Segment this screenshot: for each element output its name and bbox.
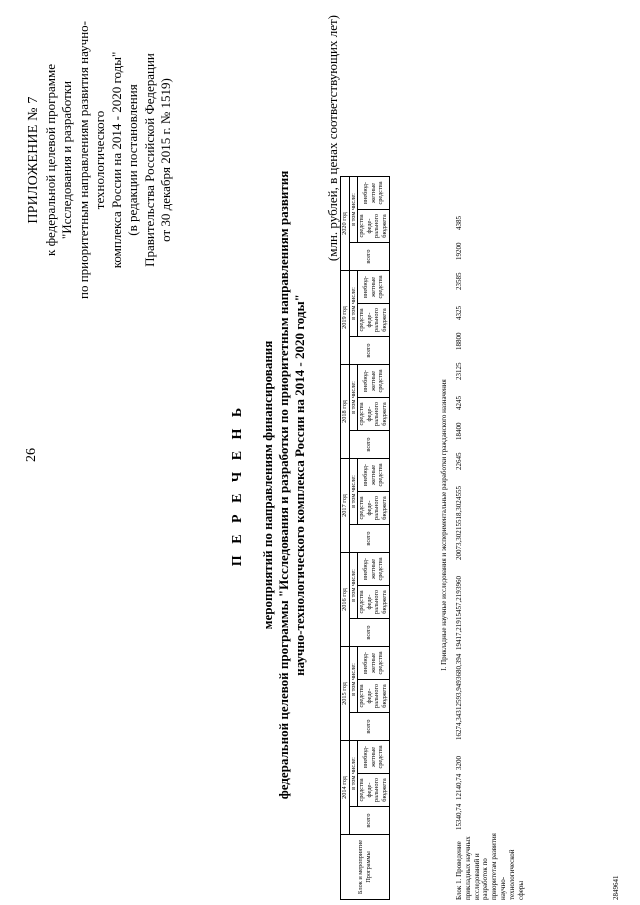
including-header: в том числе:: [349, 741, 358, 807]
value-cell: 20073,302: [455, 530, 463, 560]
appendix-line: (в редакции постановления: [125, 84, 140, 236]
page-number: 26: [24, 448, 39, 462]
total-header: всего: [349, 337, 389, 365]
total-header: всего: [349, 619, 389, 647]
value-cell: 18800: [455, 332, 463, 350]
value-cell: 23585: [455, 272, 463, 290]
federal-budget-header: средства феде-рального бюджета: [358, 304, 389, 337]
federal-budget-header: средства феде-рального бюджета: [358, 774, 389, 807]
block-column-header: Блок и мероприятие Программы: [341, 835, 390, 900]
extrabudget-header: внебюд-жетные средства: [358, 365, 389, 398]
extrabudget-header: внебюд-жетные средства: [358, 271, 389, 304]
appendix-line: технологического: [92, 110, 107, 210]
appendix-line: "Исследования и разработки: [59, 80, 74, 240]
value-cell: 4385: [455, 216, 463, 230]
year-header: 2017 год: [341, 459, 350, 553]
document-heading: [230, 115, 308, 855]
heading-line: научно-технологического комплекса России на 2014 - 2020 годы": [292, 294, 307, 676]
section-title: I. Прикладные научные исследования и экспериментальные разработки гражданского назначения: [440, 379, 448, 671]
value-cell: 15457,219: [455, 590, 463, 620]
value-cell: 3680,394: [455, 653, 463, 680]
heading-line: федеральной целевой программы "Исследования и разработки по приоритетным направлениям развития: [276, 170, 291, 800]
value-cell: 15518,302: [455, 500, 463, 530]
extrabudget-header: внебюд-жетные средства: [358, 553, 389, 586]
heading-title: П Е Р Е Ч Е Н Ь: [230, 403, 245, 567]
appendix-block: [26, 0, 175, 320]
federal-budget-header: средства феде-рального бюджета: [358, 680, 389, 713]
total-header: всего: [349, 431, 389, 459]
appendix-title: ПРИЛОЖЕНИЕ № 7: [26, 96, 41, 224]
value-cell: 23125: [455, 362, 463, 380]
total-header: всего: [349, 243, 389, 271]
appendix-line: комплекса России на 2014 - 2020 годы": [108, 51, 124, 269]
value-cell: 3200: [455, 756, 463, 770]
value-cell: 4245: [455, 396, 463, 410]
value-cell: 16274,343: [455, 710, 463, 740]
header-row-years: [341, 177, 350, 900]
financing-table: [340, 176, 390, 900]
table-header: [341, 177, 390, 900]
value-cell: 12593,949: [455, 680, 463, 710]
including-header: в том числе:: [349, 177, 358, 243]
year-header: 2016 год: [341, 553, 350, 647]
value-cell: 18400: [455, 422, 463, 440]
value-cell: 19200: [455, 242, 463, 260]
year-header: 2014 год: [341, 741, 350, 835]
extrabudget-header: внебюд-жетные средства: [358, 647, 389, 680]
value-cell: 15340,74: [455, 803, 463, 830]
header-row-including: [349, 177, 358, 900]
value-cell: 3960: [455, 576, 463, 590]
value-cell: 22645: [455, 452, 463, 470]
document-code: 2849641: [612, 875, 620, 900]
total-header: всего: [349, 525, 389, 553]
federal-budget-header: средства феде-рального бюджета: [358, 210, 389, 243]
including-header: в том числе:: [349, 459, 358, 525]
extrabudget-header: внебюд-жетные средства: [358, 741, 389, 774]
value-cell: 4555: [455, 486, 463, 500]
year-header: 2020 год: [341, 177, 350, 271]
including-header: в том числе:: [349, 553, 358, 619]
appendix-line: Правительства Российской Федерации: [141, 53, 157, 267]
extrabudget-header: внебюд-жетные средства: [358, 459, 389, 492]
federal-budget-header: средства феде-рального бюджета: [358, 398, 389, 431]
total-header: всего: [349, 807, 389, 835]
appendix-line: по приоритетным направлениям развития научно-: [75, 21, 91, 300]
value-cell: 4325: [455, 306, 463, 320]
including-header: в том числе:: [349, 271, 358, 337]
heading-line: мероприятий по направлениям финансирования: [260, 340, 275, 630]
including-header: в том числе:: [349, 647, 358, 713]
appendix-line: от 30 декабря 2015 г. № 1519): [158, 78, 173, 242]
value-cell: 12140,74: [455, 773, 463, 800]
total-header: всего: [349, 713, 389, 741]
year-header: 2015 год: [341, 647, 350, 741]
federal-budget-header: средства феде-рального бюджета: [358, 586, 389, 619]
federal-budget-header: средства феде-рального бюджета: [358, 492, 389, 525]
year-header: 2018 год: [341, 365, 350, 459]
row-label: Блок 1. Проведение прикладных научных исследований и разработок по приоритетам развития научно-технологической сферы: [455, 833, 525, 900]
extrabudget-header: внебюд-жетные средства: [358, 177, 389, 210]
including-header: в том числе:: [349, 365, 358, 431]
value-cell: 19417,219: [455, 620, 463, 650]
year-header: 2019 год: [341, 271, 350, 365]
appendix-line: к федеральной целевой программе: [42, 64, 58, 256]
units-note: (млн. рублей, в ценах соответствующих лет): [325, 15, 340, 262]
